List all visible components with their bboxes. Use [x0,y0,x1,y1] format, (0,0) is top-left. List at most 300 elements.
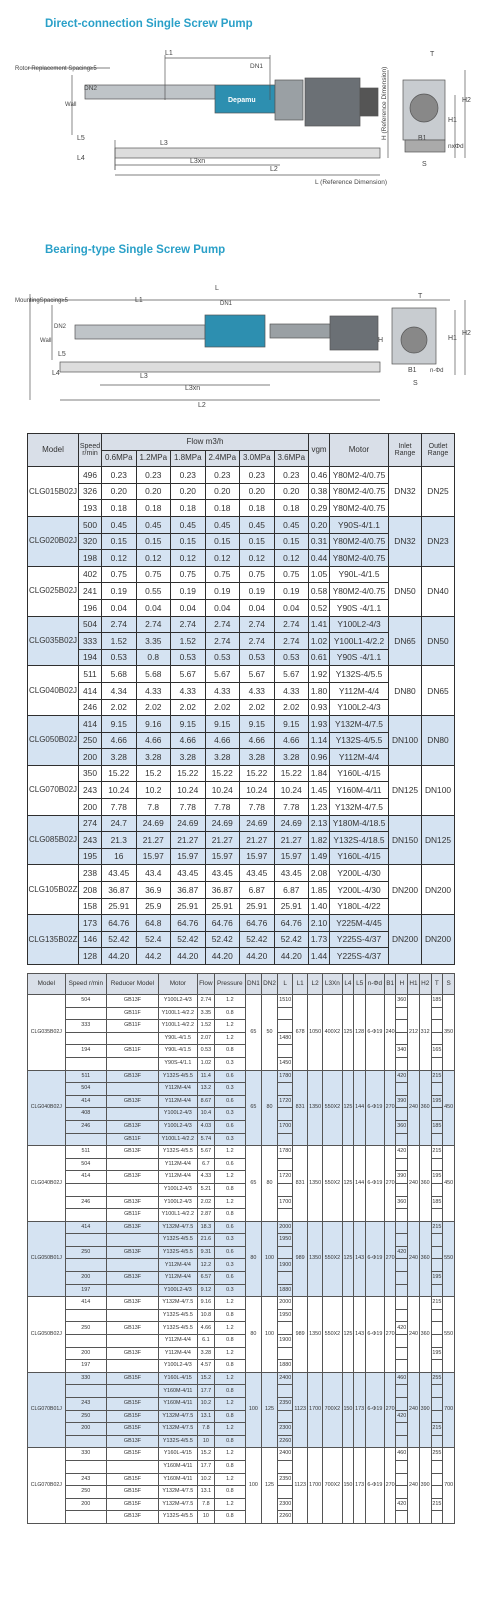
pressure-cell: 1.2 [214,1171,245,1184]
dim2-T: T [418,293,423,300]
T-cell: 215 [431,1070,443,1083]
flow-cell: 3.28 [205,749,240,766]
flow-cell: 64.76 [102,915,137,932]
H-cell [396,1083,408,1096]
reducer-cell: GB13F [107,1070,159,1083]
H-cell [396,1032,408,1045]
flow-cell: 5.74 [197,1133,214,1146]
vgm-cell: 0.46 [309,467,330,484]
flow-cell: 0.19 [205,583,240,600]
th-pressure: 0.6MPa [102,450,137,467]
vgm-cell: 2.13 [309,815,330,832]
speed-cell [65,1259,106,1272]
pressure-cell: 1.2 [214,1322,245,1335]
flow-cell: 1.02 [197,1057,214,1070]
flow-cell: 2.74 [205,633,240,650]
T-cell [431,1322,443,1335]
T-cell [431,1486,443,1499]
dim-H1: H1 [448,117,457,124]
flow-cell: 4.66 [205,732,240,749]
T-cell [431,1133,443,1146]
motor-cell: Y200L-4/30 [330,865,389,882]
motor-cell: Y100L2-4/3 [158,995,197,1008]
flow-cell: 0.18 [102,500,137,517]
motor-cell: Y112M-4/4 [158,1272,197,1285]
pressure-cell: 1.2 [214,1020,245,1033]
T-cell: 195 [431,1347,443,1360]
l4-cell: 125 [342,1297,354,1373]
speed-cell: 511 [65,1146,106,1159]
flow-cell: 5.67 [274,666,309,683]
L-cell: 2400 [278,1372,293,1385]
flow-cell: 4.03 [197,1120,214,1133]
reducer-cell: GB15F [107,1423,159,1436]
flow-cell: 0.53 [197,1045,214,1058]
dim-B1: B1 [418,135,427,142]
flow-cell: 15.97 [205,848,240,865]
dim-DN1: DN1 [250,63,264,70]
L-cell [278,1246,293,1259]
wall-label: Wall [65,102,77,108]
inlet-cell: DN125 [389,765,422,815]
table-row [28,666,455,683]
T-cell [431,1108,443,1121]
speed-cell: 243 [65,1473,106,1486]
speed-cell: 146 [79,931,102,948]
th-pressure: 3.6MPa [274,450,309,467]
L-cell: 1950 [278,1234,293,1247]
motor-cell: Y132M-4/7.5 [158,1221,197,1234]
speed-cell: 194 [79,649,102,666]
pressure-cell: 0.6 [214,1272,245,1285]
flow-cell: 36.87 [171,882,206,899]
flow-cell: 0.55 [136,583,171,600]
inlet-cell: DN200 [389,865,422,915]
motor-cell: Y180L-4/22 [330,898,389,915]
model-cell: CLG105B02Z [28,865,79,915]
speed-cell [65,1309,106,1322]
flow-cell: 36.87 [102,882,137,899]
motor-cell: Y100L2-4/3 [330,699,389,716]
dim2-L1: L1 [135,297,143,304]
vgm-cell: 0.96 [309,749,330,766]
flow-cell: 21.27 [136,832,171,849]
T-cell [431,1360,443,1373]
T-cell [431,1259,443,1272]
th-flow: Flow m3/h [102,434,309,451]
dn1-cell: 65 [245,1146,261,1222]
L-cell [278,1272,293,1285]
flow-cell: 0.12 [171,550,206,567]
flow-cell: 21.3 [102,832,137,849]
dn1-cell: 80 [245,1221,261,1297]
flow-cell: 24.7 [102,815,137,832]
flow-cell: 4.33 [197,1171,214,1184]
rotor-spacing-label: Rotor Replacement Spacing≥5 [15,66,97,72]
T-cell [431,1209,443,1222]
model-cell: CLG040B02J [28,1070,66,1146]
L-cell: 1780 [278,1070,293,1083]
reducer-cell: GB11F [107,1020,159,1033]
flow-cell: 64.76 [171,915,206,932]
th-pressure: 1.8MPa [171,450,206,467]
reducer-cell [107,1158,159,1171]
l1-cell: 831 [293,1146,308,1222]
flow-cell: 4.66 [197,1322,214,1335]
flow-cell: 52.42 [171,931,206,948]
flow-cell: 10.24 [274,782,309,799]
flow-cell: 15.97 [240,848,275,865]
flow-cell: 25.9 [136,898,171,915]
flow-cell: 0.53 [102,649,137,666]
motor-cell: Y100L1-4/2.2 [158,1020,197,1033]
L-cell [278,1020,293,1033]
l2-cell: 1350 [308,1146,323,1222]
dim-L-ref: L (Reference Dimension) [315,179,388,186]
flow-cell: 0.53 [205,649,240,666]
flow-cell: 4.66 [171,732,206,749]
S-cell: 450 [443,1146,455,1222]
flow-cell: 0.45 [171,516,206,533]
bearing-pump-drawing [10,280,480,415]
flow-cell: 0.23 [205,467,240,484]
vgm-cell: 0.29 [309,500,330,517]
pressure-cell: 1.2 [214,1372,245,1385]
flow-cell: 6.1 [197,1335,214,1348]
pressure-cell: 0.3 [214,1057,245,1070]
dim2-L3xn: L3xn [185,385,201,392]
th-col: H2 [419,974,431,995]
dim2-H2: H2 [462,330,471,337]
pressure-cell: 0.6 [214,1246,245,1259]
speed-cell: 402 [79,566,102,583]
flow-cell: 15.22 [205,765,240,782]
motor-cell: Y80M2-4/0.75 [330,533,389,550]
th-col: Motor [158,974,197,995]
b1-cell: 240 [384,995,396,1071]
section-title-direct: Direct-connection Single Screw Pump [45,18,253,30]
table-row [28,995,455,1008]
T-cell [431,1234,443,1247]
flow-cell: 0.20 [205,483,240,500]
L-cell [278,1385,293,1398]
th-col: H [396,974,408,995]
table-row [28,865,455,882]
th-col: L2 [308,974,323,995]
L-cell: 2260 [278,1511,293,1524]
speed-cell: 250 [65,1246,106,1259]
flow-cell: 4.66 [274,732,309,749]
pressure-cell: 0.8 [214,1209,245,1222]
nphi-cell: 6-Φ19 [365,1221,384,1297]
vgm-cell: 0.61 [309,649,330,666]
motor-cell: Y160L-4/15 [330,848,389,865]
vgm-cell: 0.93 [309,699,330,716]
H-cell [396,1133,408,1146]
L-cell [278,1007,293,1020]
vgm-cell: 0.31 [309,533,330,550]
flow-cell: 2.74 [274,616,309,633]
vgm-cell: 2.08 [309,865,330,882]
flow-cell: 0.53 [274,649,309,666]
flow-cell: 2.02 [274,699,309,716]
flow-cell: 5.21 [197,1183,214,1196]
l4-cell: 125 [342,1070,354,1146]
flow-cell: 4.66 [240,732,275,749]
speed-cell: 208 [79,882,102,899]
flow-cell: 5.68 [136,666,171,683]
th-motor: Motor [330,434,389,467]
model-cell: CLG020B02J [28,516,79,566]
th-col: n-Φd [365,974,384,995]
L-cell [278,1486,293,1499]
T-cell: 215 [431,1146,443,1159]
b1-cell: 270 [384,1448,396,1524]
th-col: L1 [293,974,308,995]
th-col: L [278,974,293,995]
pressure-cell: 1.2 [214,1448,245,1461]
th-model: Model [28,434,79,467]
table-row [28,1448,455,1461]
flow-cell: 2.02 [205,699,240,716]
H-cell: 360 [396,995,408,1008]
L-cell [278,1183,293,1196]
direct-pump-drawing [10,40,480,190]
vgm-cell: 0.58 [309,583,330,600]
flow-cell: 4.66 [102,732,137,749]
model-cell: CLG035B02J [28,995,66,1071]
dim-L3: L3 [160,140,168,147]
flow-cell: 9.15 [274,716,309,733]
flow-cell: 24.69 [171,815,206,832]
T-cell [431,1083,443,1096]
model-group [28,1146,455,1222]
model-cell: CLG070B01J [28,1372,66,1448]
speed-cell [65,1234,106,1247]
reducer-cell: GB13F [107,1347,159,1360]
motor-cell: Y90S -4/1.1 [330,599,389,616]
flow-cell: 0.04 [136,599,171,616]
dim2-L2: L2 [198,402,206,409]
inlet-cell: DN150 [389,815,422,865]
h1-cell: 240 [408,1221,420,1297]
motor-cell: Y100L2-4/3 [158,1108,197,1121]
H-cell [396,1209,408,1222]
motor-cell: Y160M-4/11 [158,1398,197,1411]
flow-cell: 10.24 [102,782,137,799]
vgm-cell: 2.10 [309,915,330,932]
flow-cell: 0.45 [274,516,309,533]
speed-cell: 414 [79,716,102,733]
motor-cell: Y225S-4/37 [330,931,389,948]
table-row [28,716,455,733]
H-cell [396,1385,408,1398]
motor-cell: Y132S-4/5.5 [158,1146,197,1159]
model-cell: CLG050B01J [28,1221,66,1297]
motor-cell: Y100L1-4/2.2 [158,1133,197,1146]
flow-cell: 7.78 [205,799,240,816]
pressure-cell: 1.2 [214,1347,245,1360]
h2-cell: 312 [419,995,431,1071]
L-cell: 2350 [278,1398,293,1411]
L-cell: 2260 [278,1435,293,1448]
dim-L3xn: L3xn [190,158,206,165]
speed-cell [65,1385,106,1398]
flow-cell: 9.15 [205,716,240,733]
T-cell [431,1335,443,1348]
flow-cell: 15.97 [171,848,206,865]
pressure-cell: 1.2 [214,1398,245,1411]
th-col: Reducer Model [107,974,159,995]
flow-cell: 0.20 [274,483,309,500]
flow-cell: 10.24 [205,782,240,799]
flow-cell: 13.2 [197,1083,214,1096]
pressure-cell: 0.3 [214,1083,245,1096]
speed-cell: 246 [65,1120,106,1133]
speed-cell: 200 [65,1498,106,1511]
flow-cell: 7.8 [197,1423,214,1436]
H-cell: 460 [396,1372,408,1385]
speed-cell [65,1133,106,1146]
dim2-L5: L5 [58,351,66,358]
dn2-cell: 80 [261,1146,277,1222]
pressure-cell: 0.8 [214,1511,245,1524]
speed-cell: 200 [65,1423,106,1436]
dim-L2: L2 [270,166,278,173]
mounting-spacing-label: MountingSpacing≥5 [15,298,68,304]
flow-cell: 5.67 [197,1146,214,1159]
flow-cell: 0.45 [240,516,275,533]
outlet-cell: DN200 [422,915,455,965]
motor-cell: Y80M2-4/0.75 [330,550,389,567]
T-cell [431,1410,443,1423]
table-row [28,1372,455,1385]
L-cell [278,1460,293,1473]
flow-cell: 3.28 [136,749,171,766]
flow-cell: 25.91 [240,898,275,915]
pressure-cell: 0.8 [214,1385,245,1398]
b1-cell: 270 [384,1372,396,1448]
nphi-cell: 6-Φ19 [365,1372,384,1448]
vgm-cell: 1.23 [309,799,330,816]
speed-cell [65,1183,106,1196]
motor-cell: Y200L-4/30 [330,882,389,899]
reducer-cell: GB11F [107,1209,159,1222]
flow-cell: 2.74 [136,616,171,633]
flow-cell: 15.2 [136,765,171,782]
model-cell: CLG085B02J [28,815,79,865]
flow-cell: 44.20 [274,948,309,965]
dn1-cell: 65 [245,1070,261,1146]
reducer-cell [107,1259,159,1272]
L-cell: 2000 [278,1297,293,1310]
flow-cell: 44.2 [136,948,171,965]
outlet-cell: DN80 [422,716,455,766]
flow-cell: 10.2 [197,1473,214,1486]
flow-cell: 0.23 [240,467,275,484]
flow-cell: 0.04 [240,599,275,616]
pressure-cell: 0.8 [214,1045,245,1058]
brand-logo-2: Depamu [220,348,244,354]
model-cell: CLG025B02J [28,566,79,616]
h2-cell: 390 [419,1372,431,1448]
T-cell [431,1032,443,1045]
inlet-cell: DN200 [389,915,422,965]
H-cell [396,1297,408,1310]
H-cell: 340 [396,1045,408,1058]
H-cell [396,1360,408,1373]
T-cell: 185 [431,1120,443,1133]
T-cell [431,1158,443,1171]
motor-cell: Y160L-4/15 [158,1372,197,1385]
outlet-cell: DN125 [422,815,455,865]
motor-cell: Y132S-4/5.5 [158,1309,197,1322]
motor-cell: Y112M-4/4 [158,1095,197,1108]
inlet-cell: DN32 [389,516,422,566]
speed-cell: 238 [79,865,102,882]
pressure-cell: 1.2 [214,1473,245,1486]
flow-cell: 0.18 [171,500,206,517]
speed-cell: 200 [79,799,102,816]
wall-label-2: Wall [40,338,52,344]
outlet-cell: DN65 [422,666,455,716]
flow-cell: 0.12 [205,550,240,567]
motor-cell: Y90L-4/1.5 [330,566,389,583]
nphi-cell: 6-Φ19 [365,995,384,1071]
speed-cell: 173 [79,915,102,932]
l5-cell: 143 [354,1221,366,1297]
flow-cell: 7.78 [102,799,137,816]
speed-cell: 496 [79,467,102,484]
H-cell [396,1284,408,1297]
flow-cell: 2.07 [197,1032,214,1045]
T-cell [431,1473,443,1486]
motor-cell: Y132M-4/7.5 [158,1297,197,1310]
l3xn-cell: 400X2 [323,995,342,1071]
flow-cell: 4.33 [205,682,240,699]
flow-cell: 0.53 [240,649,275,666]
th-col: L3Xn [323,974,342,995]
speed-cell: 250 [79,732,102,749]
table-row [28,566,455,583]
reducer-cell: GB15F [107,1372,159,1385]
motor-cell: Y160M-4/11 [330,782,389,799]
pressure-cell: 0.6 [214,1158,245,1171]
H-cell [396,1347,408,1360]
H-cell: 420 [396,1146,408,1159]
motor-cell: Y112M-4/4 [158,1083,197,1096]
dn2-cell: 125 [261,1372,277,1448]
L-cell [278,1133,293,1146]
reducer-cell: GB13F [107,1221,159,1234]
flow-cell: 44.20 [171,948,206,965]
speed-cell [65,1460,106,1473]
reducer-cell: GB13F [107,1297,159,1310]
nphi-cell: 6-Φ19 [365,1146,384,1222]
T-cell: 195 [431,1272,443,1285]
H-cell [396,1057,408,1070]
flow-cell: 1.52 [102,633,137,650]
l5-cell: 144 [354,1146,366,1222]
th-col: DN1 [245,974,261,995]
motor-cell: Y80M2-4/0.75 [330,467,389,484]
L-cell [278,1209,293,1222]
H-cell [396,1020,408,1033]
flow-cell: 15.22 [102,765,137,782]
flow-cell: 2.87 [197,1209,214,1222]
flow-cell: 64.8 [136,915,171,932]
speed-cell: 194 [65,1045,106,1058]
